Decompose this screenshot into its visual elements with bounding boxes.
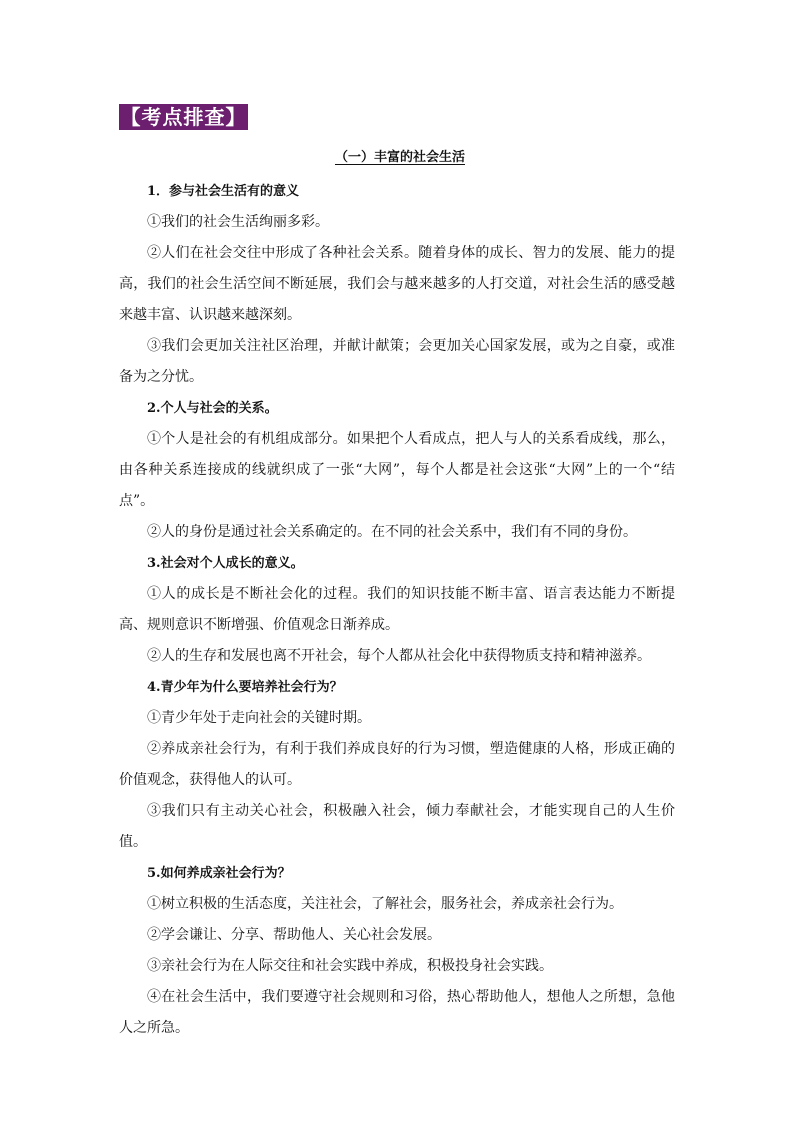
- paragraph: ③我们会更加关注社区治理，并献计献策；会更加关心国家发展，或为之自豪，或准备为之分忧。: [119, 338, 675, 385]
- paragraph: ①我们的社会生活绚丽多彩。: [147, 214, 329, 230]
- heading-4: 4.青少年为什么要培养社会行为？: [147, 680, 343, 695]
- paragraph: ③我们只有主动关心社会，积极融入社会，倾力奉献社会，才能实现自己的人生价值。: [119, 803, 675, 850]
- section-title: （一）丰富的社会生活: [334, 150, 465, 165]
- paragraph: ④在社会生活中，我们要遵守社会规则和习俗，热心帮助他人，想他人之所想，急他人之所急。: [119, 989, 675, 1036]
- paragraph: ②人们在社会交往中形成了各种社会关系。随着身体的成长、智力的发展、能力的提高，我们的社会生活空间不断延展，我们会与越来越多的人打交道，对社会生活的感受越来越丰富、认识越来越深刻。: [119, 245, 675, 323]
- paragraph: ②养成亲社会行为，有利于我们养成良好的行为习惯，塑造健康的人格，形成正确的价值观念，获得他人的认可。: [119, 741, 675, 788]
- paragraph: ①树立积极的生活态度，关注社会，了解社会，服务社会，养成亲社会行为。: [147, 896, 623, 912]
- section-badge: 【考点排查】: [120, 105, 247, 129]
- paragraph: ②人的生存和发展也离不开社会，每个人都从社会化中获得物质支持和精神滋养。: [147, 648, 651, 664]
- heading-2: 2.个人与社会的关系。: [147, 401, 278, 416]
- heading-5: 5.如何养成亲社会行为？: [147, 866, 291, 881]
- paragraph: ③亲社会行为在人际交往和社会实践中养成，积极投身社会实践。: [147, 958, 553, 974]
- paragraph: ①个人是社会的有机组成部分。如果把个人看成点，把人与人的关系看成线，那么，由各种关系连接成的线就织成了一张“大网”，每个人都是社会这张“大网”上的一个“结点”。: [119, 431, 675, 509]
- document-body: [119, 176, 675, 1044]
- paragraph: ①人的成长是不断社会化的过程。我们的知识技能不断丰富、语言表达能力不断提高、规则意识不断增强、价值观念日渐养成。: [119, 586, 675, 633]
- heading-3: 3.社会对个人成长的意义。: [147, 556, 304, 571]
- paragraph: ②学会谦让、分享、帮助他人、关心社会发展。: [147, 927, 441, 943]
- paragraph: ①青少年处于走向社会的关键时期。: [147, 710, 371, 726]
- heading-1: 1．参与社会生活有的意义: [147, 184, 300, 199]
- paragraph: ②人的身份是通过社会关系确定的。在不同的社会关系中，我们有不同的身份。: [147, 524, 637, 540]
